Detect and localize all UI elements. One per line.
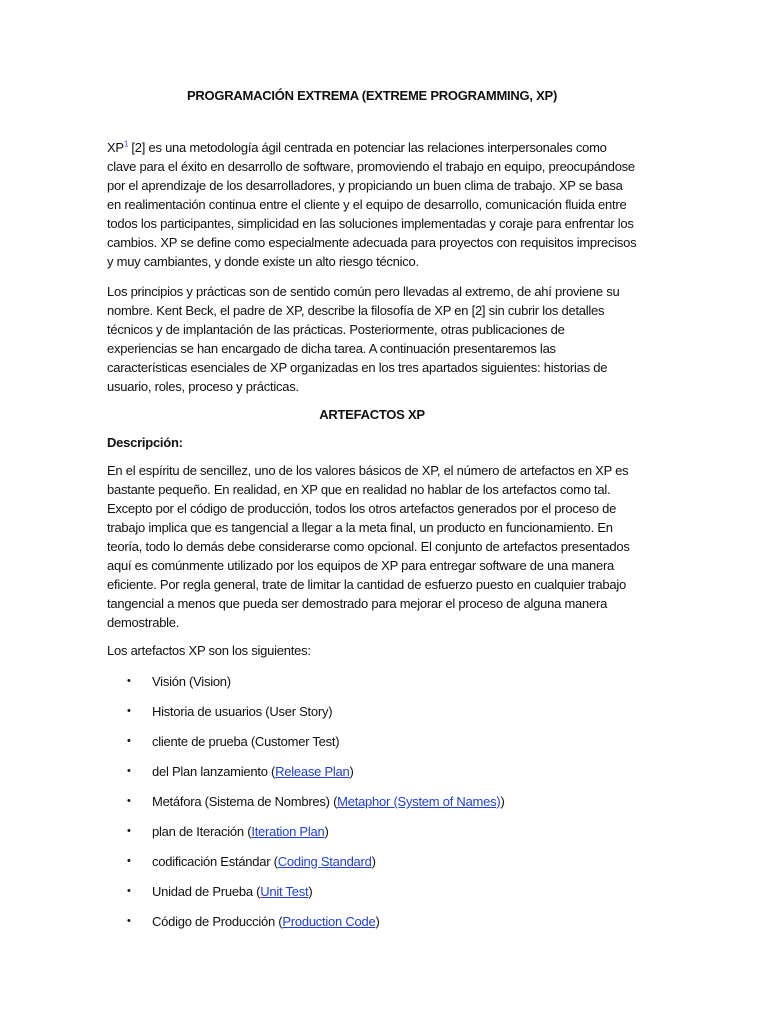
bullet-icon: •	[127, 795, 131, 807]
list-item-text: codificación Estándar (	[152, 854, 278, 869]
list-item-close: )	[371, 854, 376, 869]
list-item	[107, 852, 637, 871]
list-item	[107, 792, 637, 811]
production-code-link[interactable]: Production Code	[282, 914, 376, 929]
artifacts-intro: Los artefactos XP son los siguientes:	[107, 643, 311, 658]
release-plan-link[interactable]: Release Plan	[275, 764, 350, 779]
list-item-close: )	[324, 824, 329, 839]
list-item-close: )	[500, 794, 505, 809]
intro-paragraph	[107, 138, 637, 271]
footnote-link[interactable]: 1	[123, 139, 129, 149]
list-item-text: Metáfora (Sistema de Nombres) (	[152, 794, 338, 809]
list-item-text: cliente de prueba (Customer Test)	[152, 734, 340, 749]
artifacts-list	[107, 672, 637, 931]
bullet-icon: •	[127, 675, 131, 687]
bullet-icon: •	[127, 735, 131, 747]
list-item-close: )	[349, 764, 354, 779]
list-item-text: plan de Iteración (	[152, 824, 252, 839]
bullet-icon: •	[127, 825, 131, 837]
list-item-text: Historia de usuarios (User Story)	[152, 704, 333, 719]
bullet-icon: •	[127, 765, 131, 777]
document-title: PROGRAMACIÓN EXTREMA (EXTREME PROGRAMMING, XP)	[186, 88, 558, 103]
list-item-close: )	[308, 884, 313, 899]
list-item	[107, 822, 637, 841]
list-item-text: Visión (Vision)	[152, 674, 231, 689]
intro-text: [2] es una metodología ágil centrada en potenciar las relaciones interpersonales como clave para el éxito en desarrollo de software, promoviendo el trabajo en equipo, preocupándose por el aprendizaje de los desarrolladores, y propiciando un buen clima de trabajo. XP se basa en realimentación continua entre el cliente y el equipo de desarrollo, comunicación fluida entre todos los participantes, simplicidad en las soluciones implementadas y coraje para enfrentar los cambios. XP se define como especialmente adecuada para proyectos con requisitos imprecisos y muy cambiantes, y donde existe un alto riesgo técnico.	[107, 140, 637, 269]
unit-test-link[interactable]: Unit Test	[260, 884, 309, 899]
description-subheading: Descripción:	[107, 435, 183, 450]
intro-lead: XP	[107, 140, 124, 155]
principles-paragraph: Los principios y prácticas son de sentido común pero llevadas al extremo, de ahí proviene su nombre. Kent Beck, el padre de XP, describe la filosofía de XP en [2] sin cubrir los detalles técnicos y de implantación de las prácticas. Posteriormente, otras publicaciones de experiencias se han encargado de dicha tarea. A continuación presentaremos las características esenciales de XP organizadas en los tres apartados siguientes: historias de usuario, roles, proceso y prácticas.	[107, 284, 620, 394]
list-item-text: Unidad de Prueba (	[152, 884, 261, 899]
coding-standard-link[interactable]: Coding Standard	[277, 854, 372, 869]
bullet-icon: •	[127, 885, 131, 897]
list-item	[107, 912, 637, 931]
bullet-icon: •	[127, 915, 131, 927]
list-item	[107, 702, 637, 721]
bullet-icon: •	[127, 705, 131, 717]
bullet-icon: •	[127, 855, 131, 867]
list-item-close: )	[375, 914, 380, 929]
iteration-plan-link[interactable]: Iteration Plan	[251, 824, 325, 839]
list-item-text: Código de Producción (	[152, 914, 283, 929]
document-body	[107, 86, 637, 942]
list-item	[107, 672, 637, 691]
list-item	[107, 762, 637, 781]
list-item	[107, 732, 637, 751]
metaphor-link[interactable]: Metaphor (System of Names)	[337, 794, 501, 809]
section-heading: ARTEFACTOS XP	[319, 407, 425, 422]
description-paragraph: En el espíritu de sencillez, uno de los valores básicos de XP, el número de artefactos en XP es bastante pequeño. En realidad, en XP que en realidad no hablar de los artefactos como tal. Excepto por el código de producción, todos los otros artefactos generados por el proceso de trabajo implica que es tangencial a llegar a la meta final, un producto en funcionamiento. En teoría, todo lo demás debe considerarse como opcional. El conjunto de artefactos presentados aquí es comúnmente utilizado por los equipos de XP para entregar software de una manera eficiente. Por regla general, trate de limitar la cantidad de esfuerzo puesto en cualquier trabajo tangencial a menos que pueda ser demostrado para mejorar el proceso de alguna manera demostrable.	[107, 463, 630, 630]
list-item-text: del Plan lanzamiento (	[152, 764, 276, 779]
list-item	[107, 882, 637, 901]
